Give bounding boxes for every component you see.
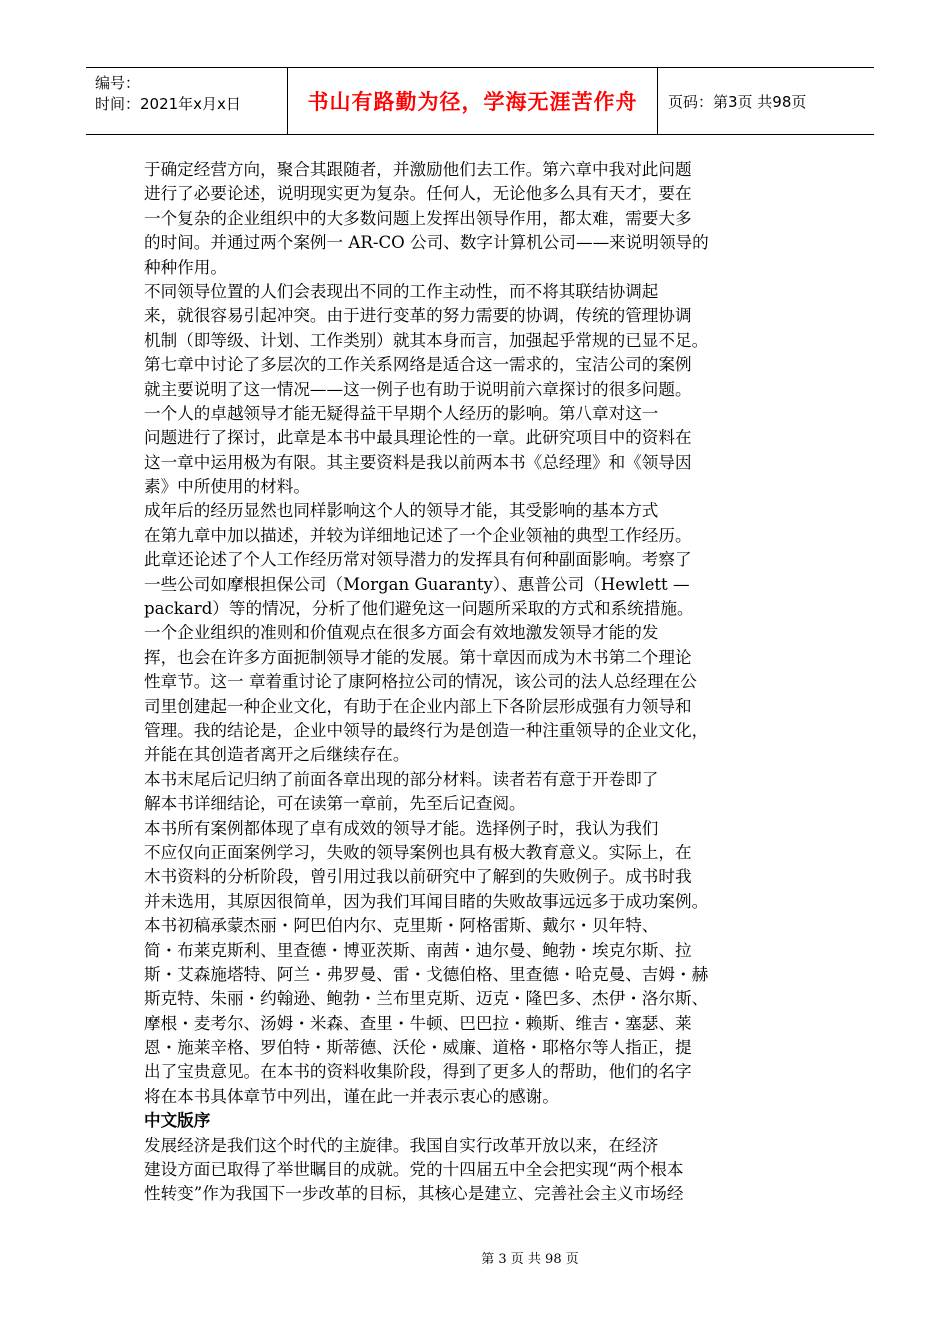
- text-line: 来，就很容易引起冲突。由于进行变革的努力需要的协调，传统的管理协调: [144, 306, 692, 326]
- text-line: 斯・艾森施塔特、阿兰・弗罗曼、雷・戈德伯格、里查德・哈克曼、吉姆・赫: [144, 964, 709, 984]
- text-line: 素》中所使用的材料。: [144, 477, 310, 497]
- text-line: 解本书详细结论，可在读第一章前，先至后记查阅。: [144, 794, 526, 814]
- header-motto: 书山有路勤为径，学海无涯苦作舟: [287, 68, 658, 134]
- text-line: 并能在其创造者离开之后继续存在。: [144, 745, 410, 765]
- text-line: 恩・施莱辛格、罗伯特・斯蒂德、沃伦・威廉、道格・耶格尔等人指正，提: [144, 1038, 692, 1058]
- text-line: 在第九章中加以描述，并较为详细地记述了一个企业领袖的典型工作经历。: [144, 525, 692, 545]
- text-line: 将在本书具体章节中列出，谨在此一并表示衷心的感谢。: [144, 1086, 559, 1106]
- text-line: 的时间。并通过两个案例一 AR-CO 公司、数字计算机公司——来说明领导的: [144, 233, 709, 253]
- text-line: 建设方面已取得了举世瞩目的成就。党的十四届五中全会把实现“两个根本: [144, 1160, 684, 1180]
- page-header: [86, 67, 874, 135]
- text-line: 此章还论述了个人工作经历常对领导潜力的发挥具有何种副面影响。考察了: [144, 550, 692, 570]
- text-line: 摩根・麦考尔、汤姆・米森、查里・牛顿、巴巴拉・赖斯、维吉・塞瑟、莱: [144, 1013, 692, 1033]
- text-line: 性章节。这一 章着重讨论了康阿格拉公司的情况，该公司的法人总经理在公: [144, 672, 697, 692]
- document-body: [144, 158, 794, 1207]
- text-line: 发展经济是我们这个时代的主旋律。我国自实行改革开放以来，在经济: [144, 1135, 659, 1155]
- document-time-label: 时间：2021年x月x日: [95, 95, 241, 113]
- text-line: 一些公司如摩根担保公司（Morgan Guaranty）、惠普公司（Hewlett —: [144, 574, 690, 594]
- text-line: 挥，也会在许多方面扼制领导才能的发展。第十章因而成为木书第二个理论: [144, 647, 692, 667]
- text-line: 机制（即等级、计划、工作类别）就其本身而言，加强起乎常规的已显不足。: [144, 330, 709, 350]
- text-line: 不应仅向正面案例学习，失败的领导案例也具有极大教育意义。实际上，在: [144, 842, 692, 862]
- header-meta: [86, 68, 287, 134]
- text-line: 本书所有案例都体现了卓有成效的领导才能。选择例子时，我认为我们: [144, 818, 659, 838]
- text-line: 一个复杂的企业组织中的大多数问题上发挥出领导作用，都太难，需要大多: [144, 208, 692, 228]
- text-line: 本书初稿承蒙杰丽・阿巴伯内尔、克里斯・阿格雷斯、戴尔・贝年特、: [144, 916, 659, 936]
- text-line: 不同领导位置的人们会表现出不同的工作主动性，而不将其联结协调起: [144, 281, 659, 301]
- text-line: 进行了必要论述，说明现实更为复杂。任何人，无论他多么具有天才，要在: [144, 184, 692, 204]
- text-line: 成年后的经历显然也同样影响这个人的领导才能，其受影响的基本方式: [144, 501, 659, 521]
- header-page-label: 页码：第3页 共98页: [668, 92, 807, 111]
- text-line: 问题进行了探讨，此章是本书中最具理论性的一章。此研究项目中的资料在: [144, 428, 692, 448]
- text-line: 于确定经营方向，聚合其跟随者，并激励他们去工作。第六章中我对此问题: [144, 160, 692, 179]
- text-line: packard）等的情况，分析了他们避免这一问题所采取的方式和系统措施。: [144, 599, 694, 619]
- text-line: 种种作用。: [144, 257, 227, 277]
- text-line: 一个企业组织的准则和价值观点在很多方面会有效地激发领导才能的发: [144, 623, 659, 643]
- text-line: 司里创建起一种企业文化，有助于在企业内部上下各阶层形成强有力领导和: [144, 696, 692, 716]
- text-line: 简・布莱克斯利、里查德・博亚茨斯、南茜・迪尔曼、鲍勃・埃克尔斯、拉: [144, 940, 692, 960]
- text-line: 斯克特、朱丽・约翰逊、鲍勃・兰布里克斯、迈克・隆巴多、杰伊・洛尔斯、: [144, 989, 709, 1009]
- text-line: 第七章中讨论了多层次的工作关系网络是适合这一需求的，宝洁公司的案例: [144, 355, 692, 375]
- text-line: 就主要说明了这一情况——这一例子也有助于说明前六章探讨的很多问题。: [144, 379, 692, 399]
- text-line: 并未选用，其原因很简单，因为我们耳闻目睹的失败故事远远多于成功案例。: [144, 891, 709, 911]
- text-line: 管理。我的结论是，企业中领导的最终行为是创造一种注重领导的企业文化，: [144, 720, 709, 740]
- text-line: 木书资料的分析阶段，曾引用过我以前研究中了解到的失败例子。成书时我: [144, 867, 692, 887]
- section-heading: 中文版序: [144, 1111, 211, 1131]
- text-line: 本书末尾后记归纳了前面各章出现的部分材料。读者若有意于开卷即了: [144, 769, 659, 789]
- text-line: 这一章中运用极为有限。其主要资料是我以前两本书《总经理》和《领导因: [144, 452, 692, 472]
- text-line: 一个人的卓越领导才能无疑得益干早期个人经历的影响。第八章对这一: [144, 403, 659, 423]
- page-footer: [0, 1248, 950, 1267]
- document-number-label: 编号：: [95, 74, 141, 92]
- footer-page-number: 第 3 页 共 98 页: [481, 1252, 579, 1267]
- text-line: 出了宝贵意见。在本书的资料收集阶段，得到了更多人的帮助，他们的名字: [144, 1062, 692, 1082]
- text-line: 性转变”作为我国下一步改革的目标，其核心是建立、完善社会主义市场经: [144, 1184, 684, 1204]
